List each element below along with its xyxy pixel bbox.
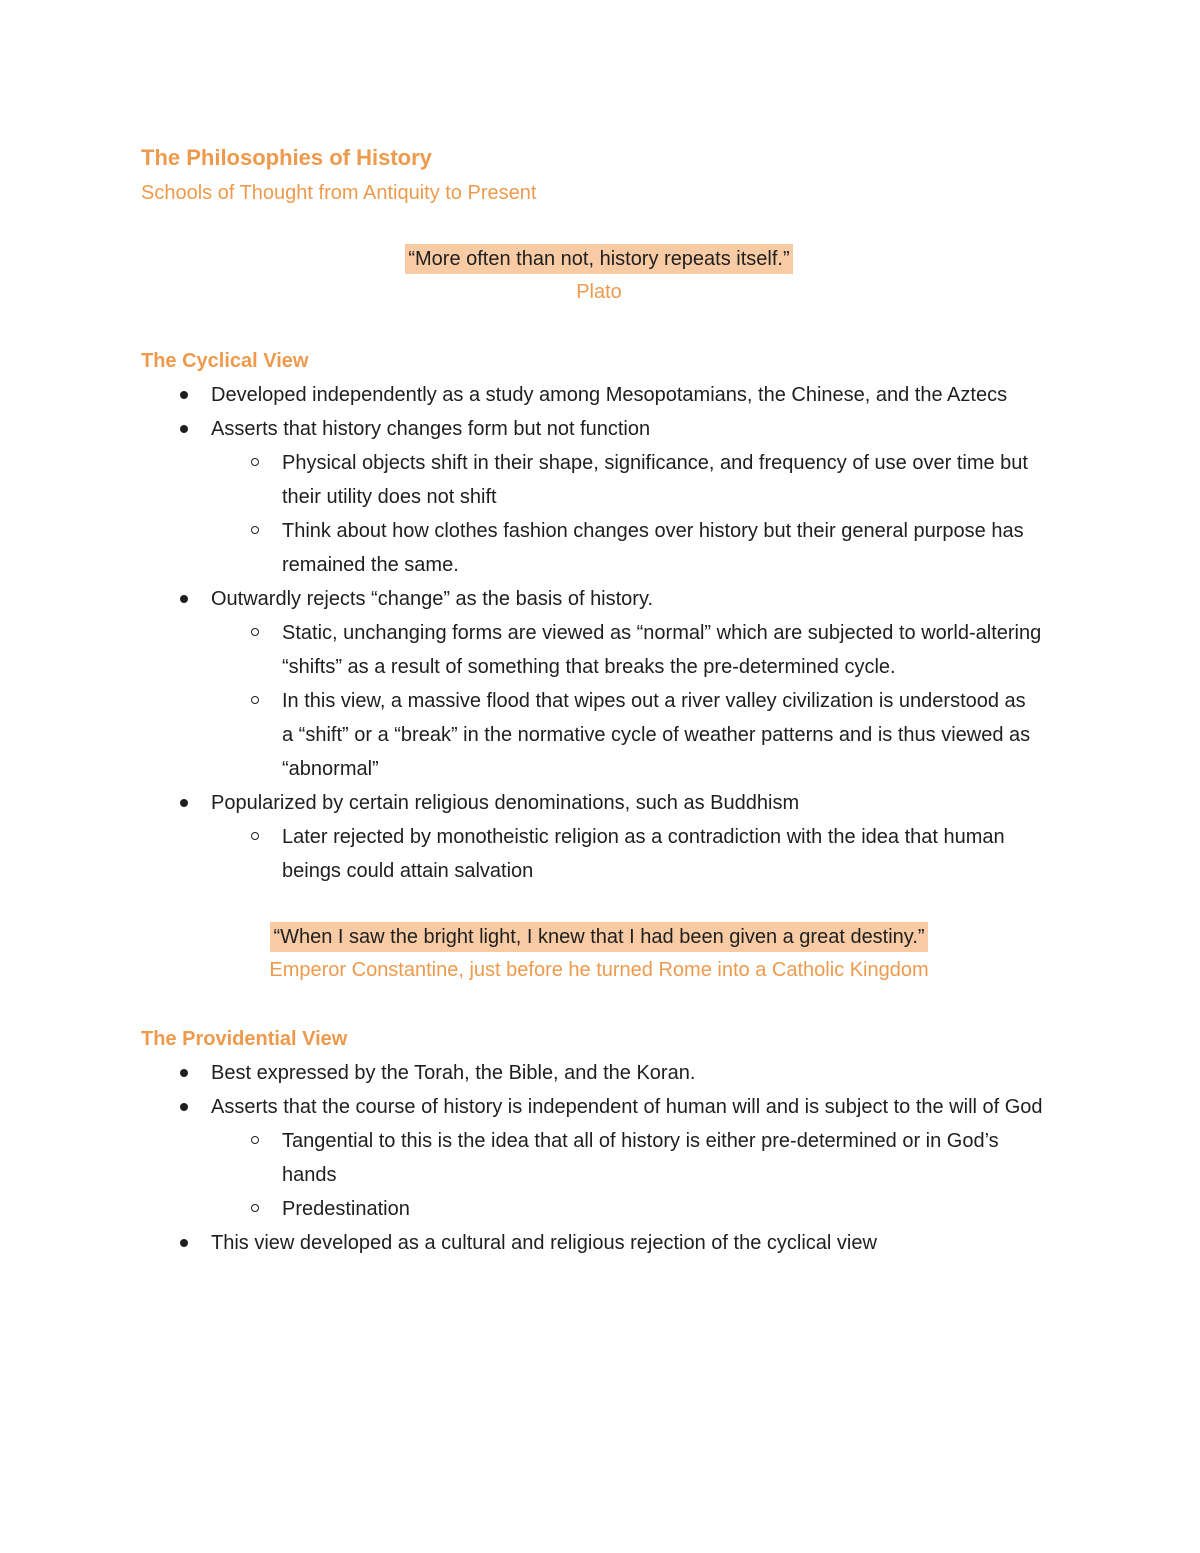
bullet-icon	[180, 1103, 188, 1111]
list-item	[141, 1056, 1061, 1090]
list-item	[141, 786, 1061, 888]
hollow-bullet-icon	[251, 1204, 259, 1212]
section-heading-providential: The Providential View	[141, 1028, 348, 1050]
list-item	[141, 1090, 1061, 1226]
quote-constantine	[141, 922, 1057, 988]
hollow-bullet-icon	[251, 696, 259, 704]
list-item-text: Outwardly rejects “change” as the basis of history.	[211, 588, 654, 610]
quote-plato	[141, 244, 1057, 310]
quote-text: “More often than not, history repeats itself.”	[405, 244, 792, 274]
list-item	[141, 378, 1061, 412]
bullet-icon	[180, 425, 188, 433]
sub-list	[211, 820, 1061, 888]
list-item-text: Asserts that history changes form but not function	[211, 418, 651, 440]
sub-list-item	[211, 1124, 1042, 1192]
sub-list-item	[211, 1192, 1042, 1226]
sub-list-item-text: Static, unchanging forms are viewed as “normal” which are subjected to world-altering “shifts” as a result of something that breaks the pre-determined cycle.	[282, 622, 1042, 678]
hollow-bullet-icon	[251, 526, 259, 534]
bullet-icon	[180, 595, 188, 603]
list-item-text: Best expressed by the Torah, the Bible, and the Koran.	[211, 1062, 696, 1084]
sub-list-item-text: Later rejected by monotheistic religion as a contradiction with the idea that human beings could attain salvation	[282, 826, 1005, 882]
list-item	[141, 412, 1061, 582]
cyclical-view-list	[141, 378, 1061, 888]
providential-view-list	[141, 1056, 1061, 1260]
sub-list-item	[211, 446, 1042, 514]
list-item-text: Asserts that the course of history is independent of human will and is subject to the will of God	[211, 1096, 1043, 1118]
document-subtitle: Schools of Thought from Antiquity to Present	[141, 182, 537, 204]
quote-text: “When I saw the bright light, I knew that I had been given a great destiny.”	[270, 922, 927, 952]
list-item-text: Developed independently as a study among Mesopotamians, the Chinese, and the Aztecs	[211, 384, 1008, 406]
bullet-icon	[180, 391, 188, 399]
quote-author: Plato	[576, 281, 622, 303]
sub-list-item-text: Think about how clothes fashion changes over history but their general purpose has remained the same.	[282, 520, 1024, 576]
sub-list-item	[211, 820, 1042, 888]
sub-list	[211, 616, 1061, 786]
list-item	[141, 582, 1061, 786]
sub-list	[211, 446, 1061, 582]
sub-list-item	[211, 684, 1042, 786]
sub-list-item-text: In this view, a massive flood that wipes out a river valley civilization is understood as a “shift” or a “break” in the normative cycle of weather patterns and is thus viewed as “abnormal”	[282, 690, 1031, 780]
document-title: The Philosophies of History	[141, 145, 432, 170]
sub-list-item	[211, 616, 1042, 684]
sub-list-item-text: Predestination	[282, 1198, 410, 1220]
sub-list	[211, 1124, 1061, 1226]
hollow-bullet-icon	[251, 458, 259, 466]
bullet-icon	[180, 1069, 188, 1077]
list-item-text: This view developed as a cultural and religious rejection of the cyclical view	[211, 1232, 877, 1254]
sub-list-item	[211, 514, 1042, 582]
hollow-bullet-icon	[251, 832, 259, 840]
sub-list-item-text: Physical objects shift in their shape, significance, and frequency of use over time but their utility does not shift	[282, 452, 1028, 508]
section-heading-cyclical: The Cyclical View	[141, 350, 309, 372]
quote-author: Emperor Constantine, just before he turned Rome into a Catholic Kingdom	[269, 959, 929, 981]
bullet-icon	[180, 1239, 188, 1247]
document-page	[141, 140, 1061, 1260]
sub-list-item-text: Tangential to this is the idea that all of history is either pre-determined or in God’s hands	[282, 1130, 999, 1186]
list-item-text: Popularized by certain religious denominations, such as Buddhism	[211, 792, 800, 814]
hollow-bullet-icon	[251, 628, 259, 636]
bullet-icon	[180, 799, 188, 807]
list-item	[141, 1226, 1061, 1260]
hollow-bullet-icon	[251, 1136, 259, 1144]
